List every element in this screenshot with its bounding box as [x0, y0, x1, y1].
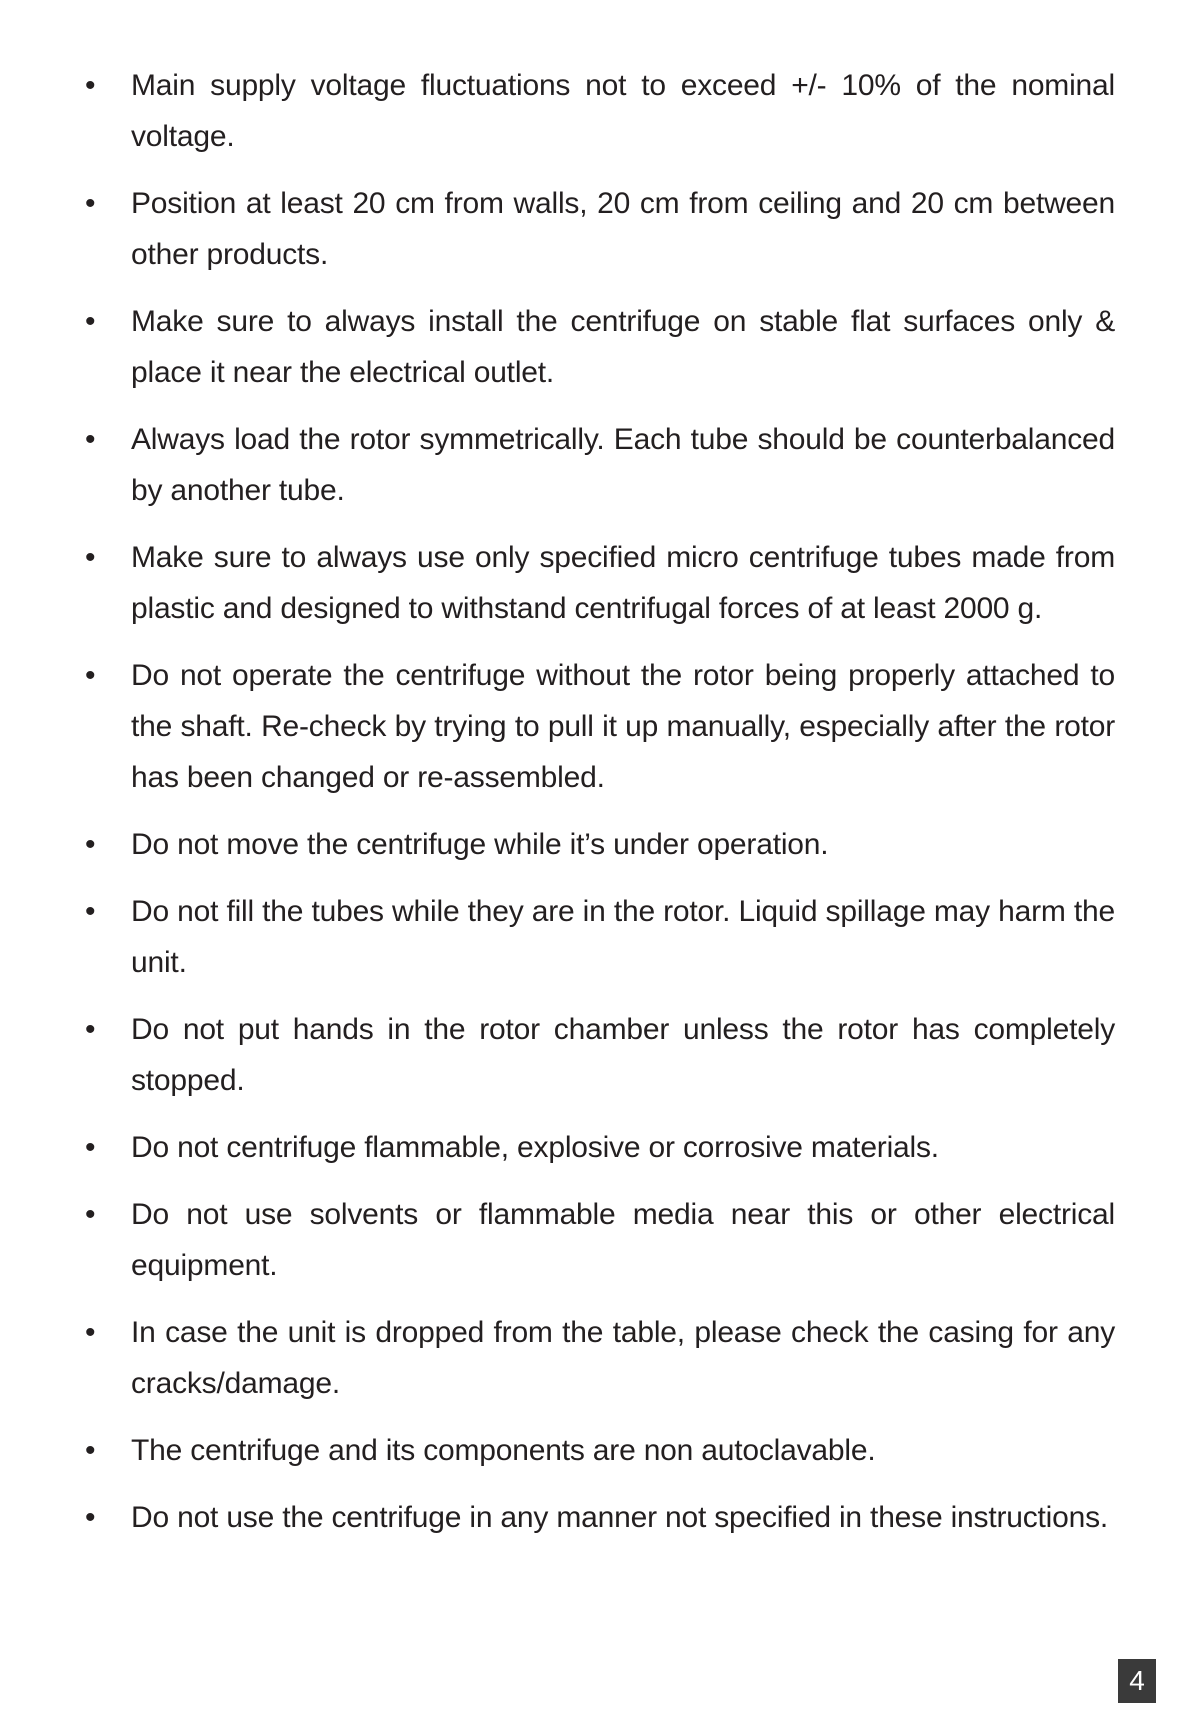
bullet-text: In case the unit is dropped from the table, please check the casing for any cracks/damage. [131, 1316, 1115, 1400]
bullet-icon: • [85, 187, 96, 220]
bullet-icon: • [85, 305, 96, 338]
bullet-icon: • [85, 69, 96, 102]
bullet-text: Do not put hands in the rotor chamber unless the rotor has completely stopped. [131, 1013, 1115, 1097]
safety-bullet-list [85, 60, 1115, 1543]
bullet-icon: • [85, 1198, 96, 1231]
list-item [85, 414, 1115, 516]
bullet-icon: • [85, 1434, 96, 1467]
bullet-text: Do not centrifuge flammable, explosive or corrosive materials. [131, 1131, 939, 1164]
bullet-text: Do not move the centrifuge while it’s under operation. [131, 828, 829, 861]
bullet-icon: • [85, 659, 96, 692]
list-item [85, 650, 1115, 803]
list-item [85, 532, 1115, 634]
bullet-text: Make sure to always use only specified micro centrifuge tubes made from plastic and designed to withstand centrifugal forces of at least 2000 g. [131, 541, 1115, 625]
list-item [85, 178, 1115, 280]
bullet-icon: • [85, 1501, 96, 1534]
bullet-text: The centrifuge and its components are non autoclavable. [131, 1434, 876, 1467]
bullet-icon: • [85, 1013, 96, 1046]
list-item [85, 296, 1115, 398]
bullet-text: Always load the rotor symmetrically. Each tube should be counterbalanced by another tube. [131, 423, 1115, 507]
list-item [85, 819, 1115, 870]
list-item [85, 1004, 1115, 1106]
bullet-icon: • [85, 1131, 96, 1164]
bullet-text: Do not operate the centrifuge without the rotor being properly attached to the shaft. Re-check by trying to pull it up manually, especially after the rotor has been changed or re-assembled. [131, 659, 1115, 794]
list-item [85, 1492, 1115, 1543]
bullet-text: Do not use the centrifuge in any manner not specified in these instructions. [131, 1501, 1109, 1534]
bullet-text: Position at least 20 cm from walls, 20 cm from ceiling and 20 cm between other products. [131, 187, 1115, 271]
bullet-text: Do not use solvents or flammable media near this or other electrical equipment. [131, 1198, 1115, 1282]
list-item [85, 886, 1115, 988]
bullet-icon: • [85, 541, 96, 574]
bullet-icon: • [85, 1316, 96, 1349]
bullet-text: Make sure to always install the centrifuge on stable flat surfaces only & place it near the electrical outlet. [131, 305, 1115, 389]
bullet-icon: • [85, 828, 96, 861]
list-item [85, 1122, 1115, 1173]
page-content [85, 60, 1115, 1559]
bullet-text: Do not fill the tubes while they are in the rotor. Liquid spillage may harm the unit. [131, 895, 1115, 979]
list-item [85, 1425, 1115, 1476]
bullet-icon: • [85, 423, 96, 456]
bullet-icon: • [85, 895, 96, 928]
list-item [85, 60, 1115, 162]
bullet-text: Main supply voltage fluctuations not to exceed +/- 10% of the nominal voltage. [131, 69, 1115, 153]
list-item [85, 1189, 1115, 1291]
list-item [85, 1307, 1115, 1409]
page-number: 4 [1118, 1659, 1156, 1703]
